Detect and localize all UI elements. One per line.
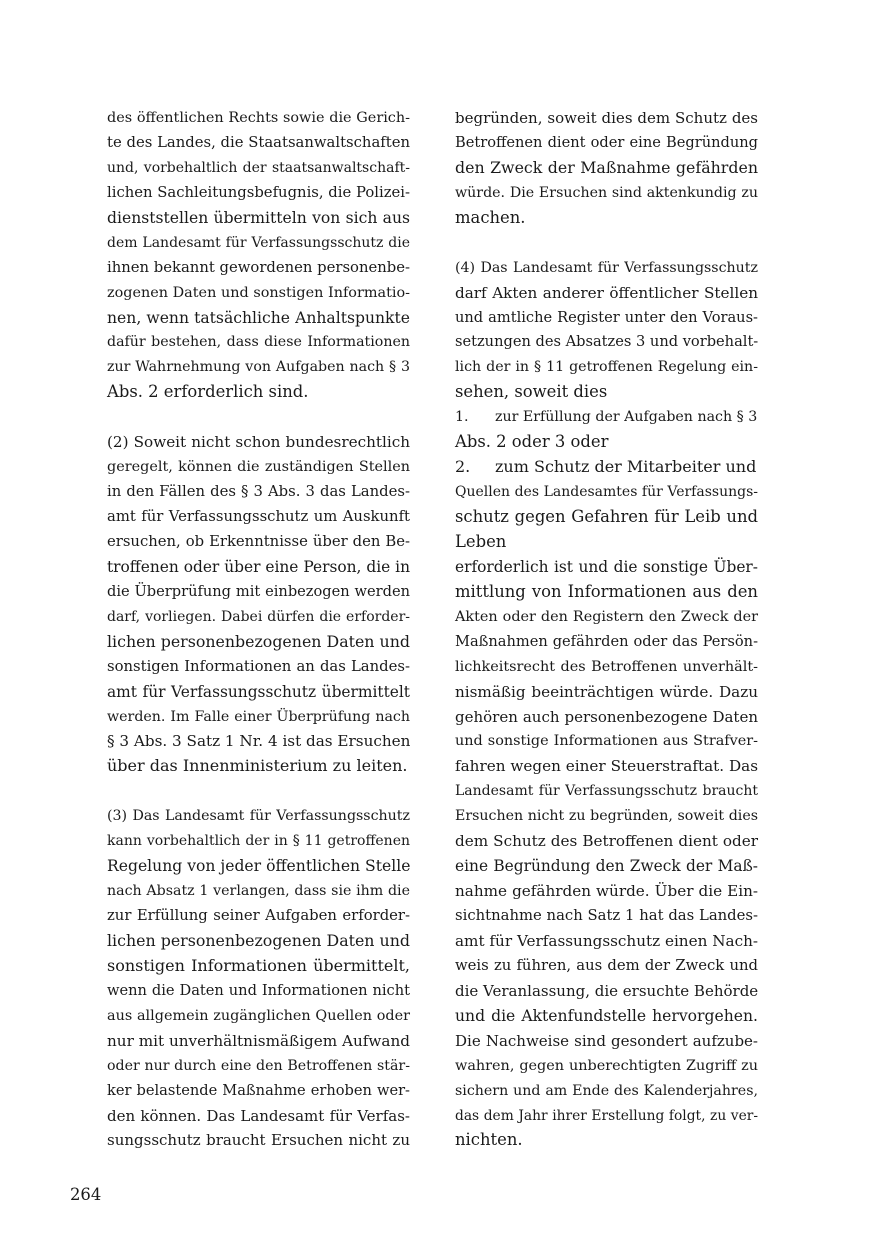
- text-line: dem Schutz des Betroffenen dient oder: [455, 832, 758, 851]
- paragraph-3-continued: [455, 106, 758, 231]
- text-line: in den Fällen des § 3 Abs. 3 das Landes-: [107, 483, 410, 501]
- text-line: die Überprüfung mit einbezogen werden: [107, 582, 410, 600]
- text-line: Maßnahmen gefährden oder das Persön-: [455, 632, 758, 650]
- text-line: eine Begründung den Zweck der Maß-: [455, 857, 758, 876]
- text-line: fahren wegen einer Steuerstraftat. Das: [455, 757, 758, 776]
- paragraph-4: [455, 256, 758, 1154]
- text-line: den können. Das Landesamt für Verfas-: [107, 1106, 410, 1125]
- text-line: sonstigen Informationen übermittelt,: [107, 955, 410, 975]
- text-line: und, vorbehaltlich der staatsanwaltschaft-: [107, 159, 410, 176]
- text-line: lichkeitsrecht des Betroffenen unverhält-: [455, 658, 758, 675]
- enumeration-item-2: [455, 455, 758, 480]
- text-line: würde. Die Ersuchen sind aktenkundig zu: [455, 184, 758, 201]
- text-line: dafür bestehen, dass diese Informationen: [107, 334, 410, 351]
- text-line: ersuchen, ob Erkenntnisse über den Be-: [107, 532, 410, 550]
- text-line: nach Absatz 1 verlangen, dass sie ihm die: [107, 883, 410, 900]
- text-line: wenn die Daten und Informationen nicht: [107, 981, 410, 999]
- text-line: das dem Jahr ihrer Erstellung folgt, zu ver-: [455, 1107, 758, 1124]
- text-line: darf Akten anderer öffentlicher Stellen: [455, 283, 758, 302]
- text-line: Abs. 2 oder 3 oder: [455, 432, 609, 452]
- text-line: die Veranlassung, die ersuchte Behörde: [455, 981, 759, 1000]
- text-line: nur mit unverhältnismäßigem Aufwand: [107, 1031, 410, 1050]
- text-line: schutz gegen Gefahren für Leib und: [455, 507, 758, 526]
- text-line: sonstigen Informationen an das Landes-: [107, 657, 410, 675]
- text-line: erforderlich ist und die sonstige Über-: [455, 557, 758, 576]
- page-number: 264: [70, 1185, 102, 1204]
- text-line: machen.: [455, 207, 526, 227]
- text-line: begründen, soweit dies dem Schutz des: [455, 109, 758, 127]
- text-line: nismäßig beeinträchtigen würde. Dazu: [455, 682, 758, 701]
- text-line: lichen personenbezogenen Daten und: [107, 631, 410, 651]
- text-line: troffenen oder über eine Person, die in: [107, 557, 410, 576]
- text-line: ihnen bekannt gewordenen personenbe-: [107, 258, 410, 276]
- text-line: Abs. 2 erforderlich sind.: [107, 382, 309, 402]
- text-line: zur Erfüllung seiner Aufgaben erforder-: [107, 907, 410, 924]
- text-line: amt für Verfassungsschutz einen Nach-: [455, 931, 758, 950]
- text-line: des öffentlichen Rechts sowie die Gerich-: [107, 110, 410, 126]
- text-line: dem Landesamt für Verfassungsschutz die: [107, 234, 410, 251]
- text-line: amt für Verfassungsschutz übermittelt: [107, 682, 410, 701]
- text-line: (3) Das Landesamt für Verfassungsschutz: [107, 808, 410, 825]
- text-line: lichen personenbezogenen Daten und: [107, 930, 410, 950]
- text-line: kann vorbehaltlich der in § 11 getroffenen: [107, 833, 410, 850]
- enumeration-text: zur Erfüllung der Aufgaben nach § 3: [495, 409, 758, 426]
- text-line: mittlung von Informationen aus den: [455, 581, 758, 601]
- text-line: werden. Im Falle einer Überprüfung nach: [107, 708, 410, 725]
- text-line: dienststellen übermitteln von sich aus: [107, 208, 410, 227]
- text-line: Betroffenen dient oder eine Begründung: [455, 133, 758, 151]
- text-line: Die Nachweise sind gesondert aufzube-: [455, 1031, 758, 1050]
- text-line: Quellen des Landesamtes für Verfassungs-: [455, 484, 758, 501]
- text-line: nen, wenn tatsächliche Anhaltspunkte: [107, 308, 410, 327]
- text-line: und sonstige Informationen aus Strafver-: [455, 733, 758, 750]
- text-line: lich der in § 11 getroffenen Regelung ein-: [455, 359, 758, 376]
- enumeration-number: 2.: [455, 457, 471, 477]
- text-line: setzungen des Absatzes 3 und vorbehalt-: [455, 333, 759, 351]
- text-line: (2) Soweit nicht schon bundesrechtlich: [107, 433, 410, 452]
- enumeration-number: 1.: [455, 409, 469, 426]
- text-line: zogenen Daten und sonstigen Informatio-: [107, 284, 410, 301]
- left-column: [107, 106, 410, 1153]
- text-line: Leben: [455, 531, 507, 551]
- text-line: über das Innenministerium zu leiten.: [107, 756, 408, 776]
- paragraph-continued: [107, 106, 410, 405]
- text-line: weis zu führen, aus dem der Zweck und: [455, 956, 758, 974]
- text-line: darf, vorliegen. Dabei dürfen die erforder-: [107, 608, 410, 625]
- text-line: den Zweck der Maßnahme gefährden: [455, 157, 758, 177]
- text-line: nahme gefährden würde. Über die Ein-: [455, 882, 758, 901]
- enumeration-item-1: [455, 405, 758, 430]
- text-line: Akten oder den Registern den Zweck der: [455, 608, 758, 625]
- text-line: lichen Sachleitungsbefugnis, die Polizei-: [107, 183, 410, 201]
- paragraph-3: [107, 804, 410, 1153]
- text-line: § 3 Abs. 3 Satz 1 Nr. 4 ist das Ersuchen: [107, 732, 411, 751]
- text-line: (4) Das Landesamt für Verfassungsschutz: [455, 259, 758, 276]
- text-line: Regelung von jeder öffentlichen Stelle: [107, 857, 411, 876]
- right-column: [455, 106, 758, 1153]
- text-line: sungsschutz braucht Ersuchen nicht zu: [107, 1131, 410, 1150]
- text-line: sichtnahme nach Satz 1 hat das Landes-: [455, 907, 758, 924]
- enumeration-text: zum Schutz der Mitarbeiter und: [495, 457, 757, 477]
- text-line: aus allgemein zugänglichen Quellen oder: [107, 1007, 410, 1024]
- text-line: sichern und am Ende des Kalenderjahres,: [455, 1082, 758, 1099]
- text-line: Ersuchen nicht zu begründen, soweit dies: [455, 808, 758, 825]
- paragraph-2: [107, 430, 410, 779]
- text-line: ker belastende Maßnahme erhoben wer-: [107, 1081, 410, 1099]
- text-line: sehen, soweit dies: [455, 382, 608, 402]
- text-line: geregelt, können die zuständigen Stellen: [107, 459, 410, 476]
- text-line: wahren, gegen unberechtigten Zugriff zu: [455, 1057, 758, 1074]
- text-line: und amtliche Register unter den Voraus-: [455, 308, 758, 326]
- text-line: nichten.: [455, 1130, 523, 1150]
- text-line: gehören auch personenbezogene Daten: [455, 707, 758, 726]
- text-line: te des Landes, die Staatsanwaltschaften: [107, 133, 410, 151]
- text-line: oder nur durch eine den Betroffenen stär-: [107, 1057, 410, 1074]
- text-line: zur Wahrnehmung von Aufgaben nach § 3: [107, 359, 410, 376]
- text-line: Landesamt für Verfassungsschutz braucht: [455, 783, 758, 800]
- text-line: und die Aktenfundstelle hervorgehen.: [455, 1006, 758, 1025]
- text-line: amt für Verfassungsschutz um Auskunft: [107, 508, 410, 525]
